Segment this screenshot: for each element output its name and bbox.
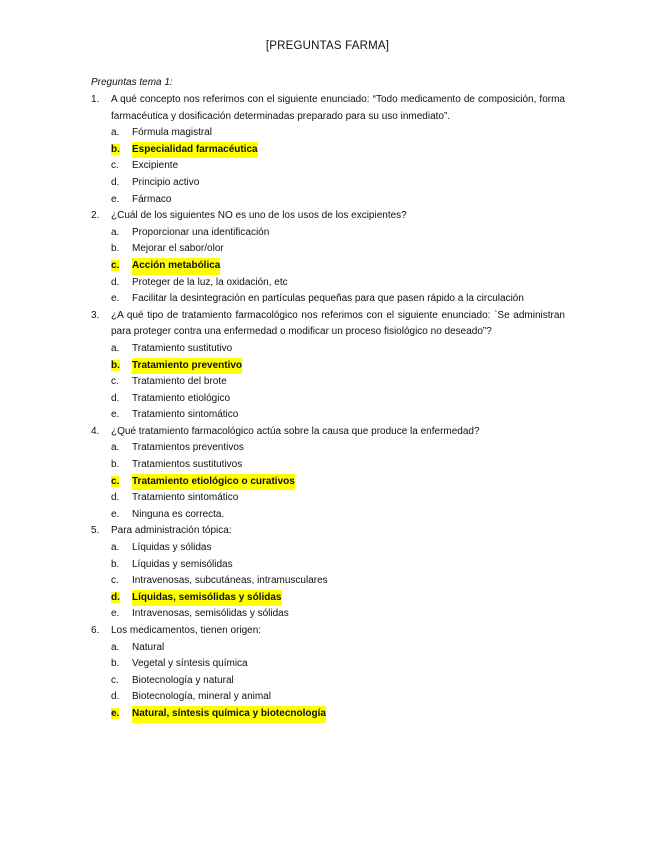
option-letter: [111, 275, 132, 292]
option-letter-text: c.: [111, 674, 119, 686]
option-text: Tratamiento sustitutivo: [132, 342, 233, 354]
question-row: [91, 623, 565, 640]
answer-option: [111, 391, 565, 408]
option-list: [91, 440, 565, 523]
option-text: Tratamiento etiológico o curativos: [132, 474, 295, 491]
option-letter: [111, 490, 132, 507]
option-text: Natural, síntesis química y biotecnología: [132, 706, 326, 723]
option-letter: [111, 573, 132, 590]
answer-option: [111, 225, 565, 242]
option-text: Tratamiento preventivo: [132, 358, 242, 375]
answer-option: [111, 557, 565, 574]
answer-option: [111, 606, 565, 623]
option-letter: [111, 291, 132, 308]
option-text: Biotecnología y natural: [132, 674, 234, 686]
option-text: Tratamiento etiológico: [132, 392, 231, 404]
question-number: 4.: [91, 425, 100, 437]
option-letter-text: e.: [111, 293, 120, 305]
option-letter-text: a.: [111, 127, 120, 139]
option-text: Intravenosas, semisólidas y sólidas: [132, 608, 289, 620]
option-letter-text: b.: [111, 459, 120, 471]
option-list: [91, 125, 565, 208]
answer-option: [111, 175, 565, 192]
answer-option: [111, 656, 565, 673]
option-text: Mejorar el sabor/olor: [132, 243, 224, 255]
option-text: Tratamientos preventivos: [132, 442, 244, 454]
option-letter-text: d.: [111, 591, 120, 603]
question-row: [91, 208, 565, 225]
correct-option: [111, 474, 565, 491]
answer-option: [111, 673, 565, 690]
question-text: Los medicamentos, tienen origen:: [111, 625, 262, 636]
option-letter: [111, 689, 132, 706]
answer-option: [111, 689, 565, 706]
option-letter: [111, 175, 132, 192]
option-letter: [111, 125, 132, 142]
option-letter-text: a.: [111, 442, 120, 454]
answer-option: [111, 507, 565, 524]
question-number: 1.: [91, 94, 100, 105]
question-row: [91, 308, 565, 341]
question-text: Para administración tópica:: [111, 525, 232, 537]
option-letter: [111, 440, 132, 457]
question-row: [91, 92, 565, 125]
question-number: 5.: [91, 525, 100, 537]
option-letter: [111, 158, 132, 175]
option-letter: [111, 474, 132, 491]
question-item: [91, 623, 565, 723]
option-letter-text: e.: [111, 409, 120, 421]
option-text: Intravenosas, subcutáneas, intramusculares: [132, 575, 328, 587]
question-text: ¿Cuál de los siguientes NO es uno de los usos de los excipientes?: [111, 210, 407, 222]
section-subtitle: Preguntas tema 1:: [91, 77, 173, 88]
option-letter: [111, 407, 132, 424]
question-number: 3.: [91, 309, 100, 321]
option-letter-text: d.: [111, 176, 120, 188]
option-letter: [111, 457, 132, 474]
option-letter-text: c.: [111, 575, 119, 587]
option-text: Vegetal y síntesis química: [132, 658, 248, 670]
option-letter-text: d.: [111, 492, 120, 504]
question-item: [91, 308, 565, 424]
option-text: Tratamiento del brote: [132, 376, 227, 388]
option-letter-text: e.: [111, 508, 120, 520]
question-row: [91, 523, 565, 540]
answer-option: [111, 275, 565, 292]
option-letter-text: d.: [111, 691, 120, 703]
option-letter: [111, 557, 132, 574]
question-row: [91, 424, 565, 441]
correct-option: [111, 258, 565, 275]
option-letter-text: a.: [111, 641, 120, 653]
option-letter-text: c.: [111, 160, 119, 172]
question-number: 2.: [91, 210, 100, 222]
option-text: Líquidas y sólidas: [132, 542, 212, 554]
option-letter-text: b.: [111, 558, 120, 570]
option-letter: [111, 391, 132, 408]
option-letter: [111, 590, 132, 607]
option-letter-text: e.: [111, 193, 120, 205]
answer-option: [111, 440, 565, 457]
option-letter: [111, 142, 132, 159]
option-letter-text: d.: [111, 276, 120, 288]
option-text: Proteger de la luz, la oxidación, etc: [132, 276, 288, 288]
option-letter-text: a.: [111, 342, 120, 354]
option-list: [91, 640, 565, 723]
answer-option: [111, 341, 565, 358]
option-letter: [111, 341, 132, 358]
correct-option: [111, 358, 565, 375]
answer-option: [111, 490, 565, 507]
option-text: Biotecnología, mineral y animal: [132, 691, 271, 703]
question-item: [91, 92, 565, 208]
option-text: Excipiente: [132, 160, 179, 172]
answer-option: [111, 158, 565, 175]
answer-option: [111, 291, 565, 308]
option-letter: [111, 640, 132, 657]
answer-option: [111, 407, 565, 424]
question-number: 6.: [91, 625, 100, 636]
option-letter-text: d.: [111, 392, 120, 404]
option-letter: [111, 358, 132, 375]
option-letter: [111, 656, 132, 673]
question-item: [91, 424, 565, 524]
option-letter-text: c.: [111, 376, 119, 388]
answer-option: [111, 192, 565, 209]
option-list: [91, 540, 565, 623]
option-letter: [111, 706, 132, 723]
answer-option: [111, 241, 565, 258]
option-letter: [111, 606, 132, 623]
option-text: Proporcionar una identificación: [132, 226, 270, 238]
option-letter: [111, 507, 132, 524]
answer-option: [111, 374, 565, 391]
option-letter-text: c.: [111, 475, 120, 487]
option-text: Tratamiento sintomático: [132, 409, 239, 421]
option-text: Especialidad farmacéutica: [132, 142, 258, 159]
option-text: Principio activo: [132, 176, 200, 188]
option-text: Tratamiento sintomático: [132, 492, 239, 504]
option-letter: [111, 673, 132, 690]
option-text: Ninguna es correcta.: [132, 508, 225, 520]
question-item: [91, 208, 565, 308]
option-letter: [111, 258, 132, 275]
option-letter-text: a.: [111, 542, 120, 554]
answer-option: [111, 457, 565, 474]
option-letter-text: a.: [111, 226, 120, 238]
question-text: A qué concepto nos referimos con el siguiente enunciado: “Todo medicamento de composición, forma farmacéutica y dosificación determinadas preparado para su uso inmediato”.: [111, 94, 565, 122]
answer-option: [111, 573, 565, 590]
option-letter-text: e.: [111, 608, 120, 620]
answer-option: [111, 540, 565, 557]
question-list: [91, 92, 565, 723]
question-text: ¿Qué tratamiento farmacológico actúa sobre la causa que produce la enfermedad?: [111, 425, 480, 437]
correct-option: [111, 706, 565, 723]
correct-option: [111, 590, 565, 607]
option-text: Natural: [132, 641, 165, 653]
option-text: Líquidas y semisólidas: [132, 558, 233, 570]
option-letter-text: b.: [111, 658, 120, 670]
page-header: [PREGUNTAS FARMA]: [265, 40, 390, 52]
option-letter: [111, 192, 132, 209]
option-list: [91, 225, 565, 308]
question-text: ¿A qué tipo de tratamiento farmacológico nos referimos con el siguiente enunciado: `Se administran para proteger contra una enfermedad o modificar un proceso fisiológico no deseado”?: [111, 309, 565, 338]
option-letter: [111, 225, 132, 242]
answer-option: [111, 640, 565, 657]
option-letter: [111, 241, 132, 258]
correct-option: [111, 142, 565, 159]
option-text: Facilitar la desintegración en partículas pequeñas para que pasen rápido a la circulación: [132, 293, 524, 305]
option-text: Tratamientos sustitutivos: [132, 459, 243, 471]
option-text: Líquidas, semisólidas y sólidas: [132, 590, 282, 607]
answer-option: [111, 125, 565, 142]
option-text: Acción metabólica: [132, 258, 220, 275]
option-letter-text: b.: [111, 359, 120, 371]
option-letter-text: c.: [111, 259, 120, 271]
question-item: [91, 523, 565, 623]
option-letter-text: b.: [111, 143, 120, 155]
option-letter-text: e.: [111, 707, 120, 719]
option-letter: [111, 374, 132, 391]
option-text: Fármaco: [132, 193, 172, 205]
option-list: [91, 341, 565, 424]
option-letter: [111, 540, 132, 557]
option-text: Fórmula magistral: [132, 127, 213, 139]
option-letter-text: b.: [111, 243, 120, 255]
